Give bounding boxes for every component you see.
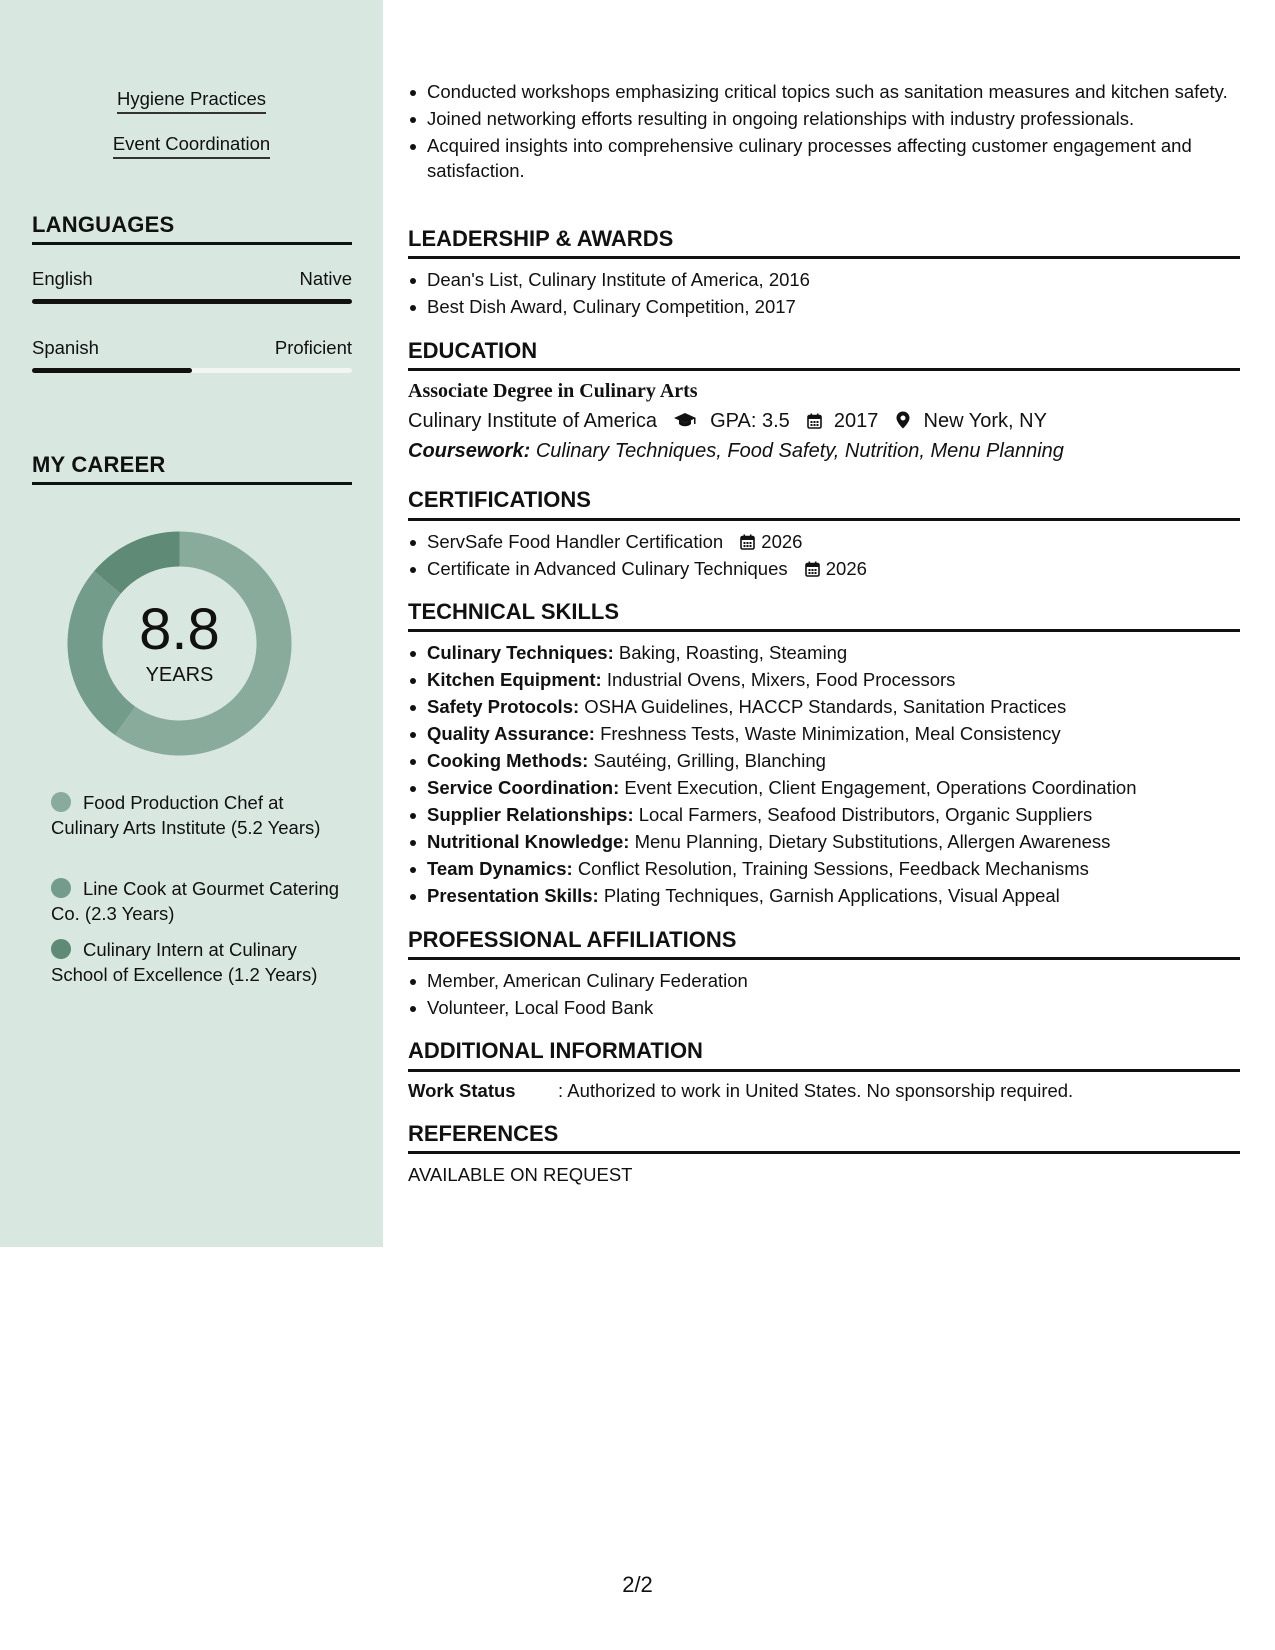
languages-heading: LANGUAGES [32, 212, 175, 237]
language-row [32, 268, 352, 290]
calendar-icon [740, 534, 755, 550]
list-item: Joined networking efforts resulting in ongoing relationships with industry professionals. [427, 107, 1247, 132]
divider [32, 242, 352, 245]
language-name: English [32, 268, 93, 289]
language-level: Proficient [274, 337, 352, 358]
proficiency-fill [32, 299, 352, 304]
legend-dot [51, 939, 71, 959]
list-item: Nutritional Knowledge: Menu Planning, Dietary Substitutions, Allergen Awareness [427, 830, 1247, 855]
language-proficiency-bar [32, 368, 352, 373]
language-row [32, 337, 352, 359]
graduation-year: 2017 [833, 410, 879, 432]
list-item: Culinary Techniques: Baking, Roasting, Steaming [427, 641, 1247, 666]
divider [32, 482, 352, 485]
legend-dot [51, 792, 71, 812]
experience-bullets [408, 80, 1247, 186]
language-level: Native [299, 268, 352, 289]
page-number: 2/2 [622, 1572, 653, 1597]
language-proficiency-bar [32, 299, 352, 304]
career-legend-item: Food Production Chef at Culinary Arts Institute (5.2 Years) [51, 792, 321, 838]
divider [408, 518, 1240, 521]
calendar-icon [805, 561, 820, 577]
career-unit: YEARS [145, 664, 214, 686]
technical-skills-heading: TECHNICAL SKILLS [408, 599, 620, 624]
skill-item: Event Coordination [0, 133, 383, 159]
technical-skills-list [408, 641, 1247, 911]
coursework-list: Culinary Techniques, Food Safety, Nutrition, Menu Planning [535, 440, 1064, 462]
certification-name: ServSafe Food Handler Certification [427, 531, 724, 552]
list-item: Best Dish Award, Culinary Competition, 2017 [427, 295, 1247, 320]
divider [408, 1151, 1240, 1154]
career-legend-item: Line Cook at Gourmet Catering Co. (2.3 Years) [51, 878, 340, 924]
list-item: Volunteer, Local Food Bank [427, 996, 1247, 1021]
list-item: Team Dynamics: Conflict Resolution, Training Sessions, Feedback Mechanisms [427, 857, 1247, 882]
certifications-list [408, 530, 1247, 584]
divider [408, 1069, 1240, 1072]
divider [408, 957, 1240, 960]
calendar-icon [807, 413, 822, 429]
career-total: 8.8 [139, 597, 220, 662]
list-item: Dean's List, Culinary Institute of America, 2016 [427, 268, 1247, 293]
language-name: Spanish [32, 337, 99, 358]
school-name: Culinary Institute of America [408, 410, 657, 432]
list-item: Member, American Culinary Federation [427, 969, 1247, 994]
references-heading: REFERENCES [408, 1121, 559, 1146]
list-item [427, 557, 1247, 582]
list-item: Quality Assurance: Freshness Tests, Waste Minimization, Meal Consistency [427, 722, 1247, 747]
list-item: Cooking Methods: Sautéing, Grilling, Blanching [427, 749, 1247, 774]
list-item: Acquired insights into comprehensive culinary processes affecting customer engagement and satisfaction. [427, 134, 1247, 183]
work-status-label: Work Status [408, 1080, 516, 1101]
affiliations-heading: PROFESSIONAL AFFILIATIONS [408, 927, 737, 952]
divider [408, 629, 1240, 632]
certifications-heading: CERTIFICATIONS [408, 487, 591, 512]
divider [408, 256, 1240, 259]
career-heading: MY CAREER [32, 452, 166, 477]
leadership-heading: LEADERSHIP & AWARDS [408, 226, 674, 251]
list-item: Presentation Skills: Plating Techniques, Garnish Applications, Visual Appeal [427, 884, 1247, 909]
sidebar [0, 0, 383, 1247]
degree-title: Associate Degree in Culinary Arts [408, 380, 698, 402]
location-pin-icon [896, 411, 910, 429]
list-item: Conducted workshops emphasizing critical topics such as sanitation measures and kitchen safety. [427, 80, 1247, 105]
school-location: New York, NY [923, 410, 1047, 432]
additional-info-heading: ADDITIONAL INFORMATION [408, 1038, 703, 1063]
divider [408, 368, 1240, 371]
references-text: AVAILABLE ON REQUEST [408, 1164, 633, 1185]
list-item: Service Coordination: Event Execution, Client Engagement, Operations Coordination [427, 776, 1247, 801]
education-heading: EDUCATION [408, 338, 538, 363]
list-item: Supplier Relationships: Local Farmers, Seafood Distributors, Organic Suppliers [427, 803, 1247, 828]
work-status-row [408, 1080, 1073, 1102]
gpa: GPA: 3.5 [710, 410, 790, 432]
legend-dot [51, 878, 71, 898]
career-legend-item: Culinary Intern at Culinary School of Excellence (1.2 Years) [51, 939, 318, 985]
affiliations-list [408, 969, 1247, 1023]
coursework-label: Coursework: [408, 440, 531, 462]
list-item: Kitchen Equipment: Industrial Ovens, Mixers, Food Processors [427, 668, 1247, 693]
work-status-value: : Authorized to work in United States. No sponsorship required. [558, 1080, 1074, 1101]
graduation-cap-icon [673, 412, 697, 428]
leadership-list [408, 268, 1247, 322]
list-item [427, 530, 1247, 555]
certification-name: Certificate in Advanced Culinary Techniques [427, 558, 788, 579]
certification-year: 2026 [825, 558, 867, 579]
skill-item: Hygiene Practices [0, 88, 383, 114]
education-details [408, 410, 1047, 433]
coursework [408, 440, 1064, 463]
certification-year: 2026 [761, 531, 803, 552]
list-item: Safety Protocols: OSHA Guidelines, HACCP Standards, Sanitation Practices [427, 695, 1247, 720]
proficiency-fill [32, 368, 192, 373]
